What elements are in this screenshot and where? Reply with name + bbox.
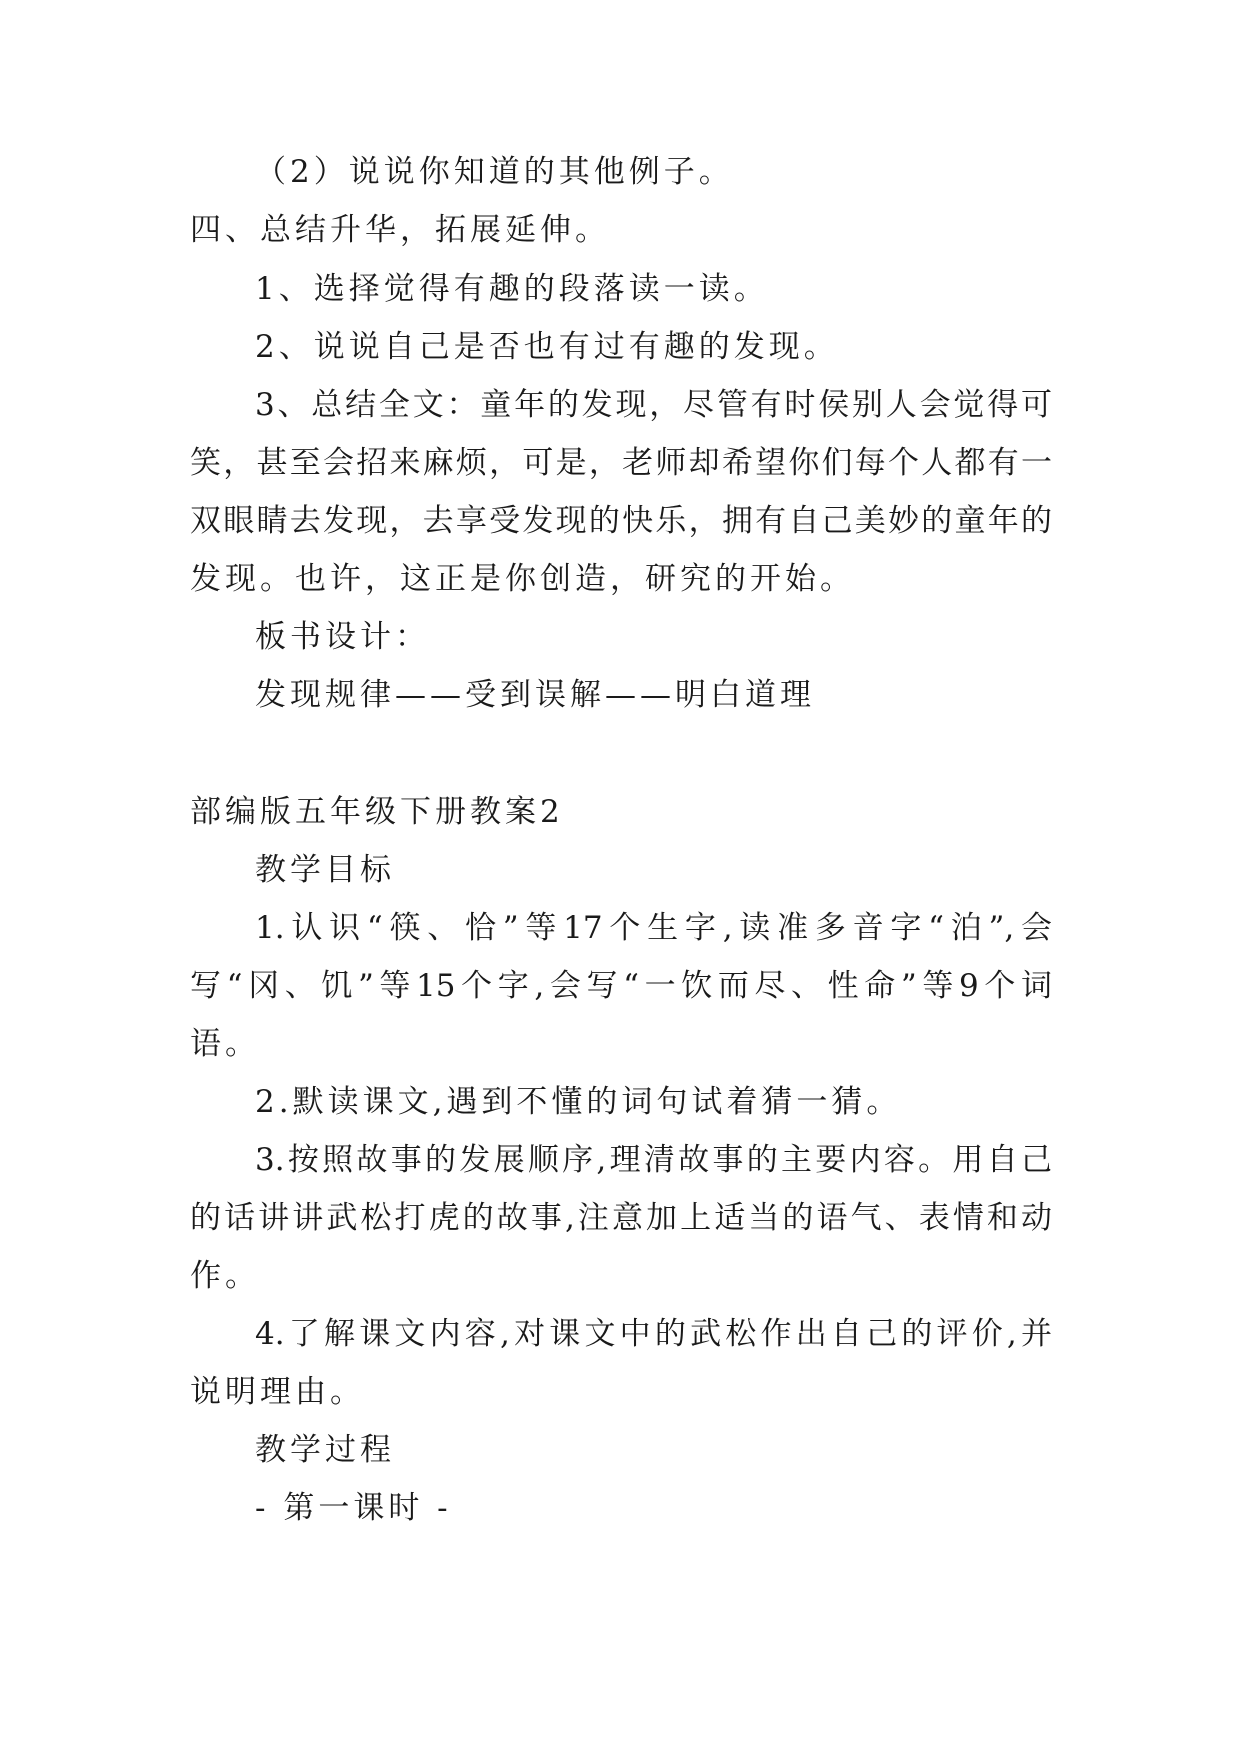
goal-1-line-3: 语。 — [190, 1026, 260, 1062]
lesson-plan-title: 部编版五年级下册教案2 — [190, 794, 564, 830]
first-lesson-marker: - 第一课时 - — [255, 1490, 452, 1526]
board-design-label: 板书设计： — [255, 619, 430, 655]
list-item-2: （2）说说你知道的其他例子。 — [255, 154, 734, 190]
step-3-line-1: 3、总结全文：童年的发现，尽管有时侯别人会觉得可 — [255, 387, 1052, 423]
goal-4-line-2: 说明理由。 — [190, 1374, 365, 1410]
board-design-content: 发现规律——受到误解——明白道理 — [255, 677, 815, 713]
step-3-line-2: 笑，甚至会招来麻烦，可是，老师却希望你们每个人都有一 — [190, 445, 1052, 481]
step-3-line-3: 双眼睛去发现，去享受发现的快乐，拥有自己美妙的童年的 — [190, 503, 1052, 539]
section-heading-4: 四、总结升华，拓展延伸。 — [190, 212, 610, 248]
teaching-process-heading: 教学过程 — [255, 1432, 395, 1468]
step-2: 2、说说自己是否也有过有趣的发现。 — [255, 329, 839, 365]
step-1: 1、选择觉得有趣的段落读一读。 — [255, 271, 769, 307]
goal-4-line-1: 4.了解课文内容,对课文中的武松作出自己的评价,并 — [255, 1316, 1052, 1352]
goal-1-line-1: 1.认识“筷、恰”等17个生字,读准多音字“泊”,会 — [255, 910, 1052, 946]
goal-1-line-2: 写“冈、饥”等15个字,会写“一饮而尽、性命”等9个词 — [190, 968, 1052, 1004]
goal-3-line-1: 3.按照故事的发展顺序,理清故事的主要内容。用自己 — [255, 1142, 1052, 1178]
goal-3-line-2: 的话讲讲武松打虎的故事,注意加上适当的语气、表情和动 — [190, 1200, 1052, 1236]
teaching-goals-heading: 教学目标 — [255, 852, 395, 888]
goal-3-line-3: 作。 — [190, 1258, 260, 1294]
step-3-line-4: 发现。也许，这正是你创造，研究的开始。 — [190, 561, 855, 597]
goal-2: 2.默读课文,遇到不懂的词句试着猜一猜。 — [255, 1084, 902, 1120]
